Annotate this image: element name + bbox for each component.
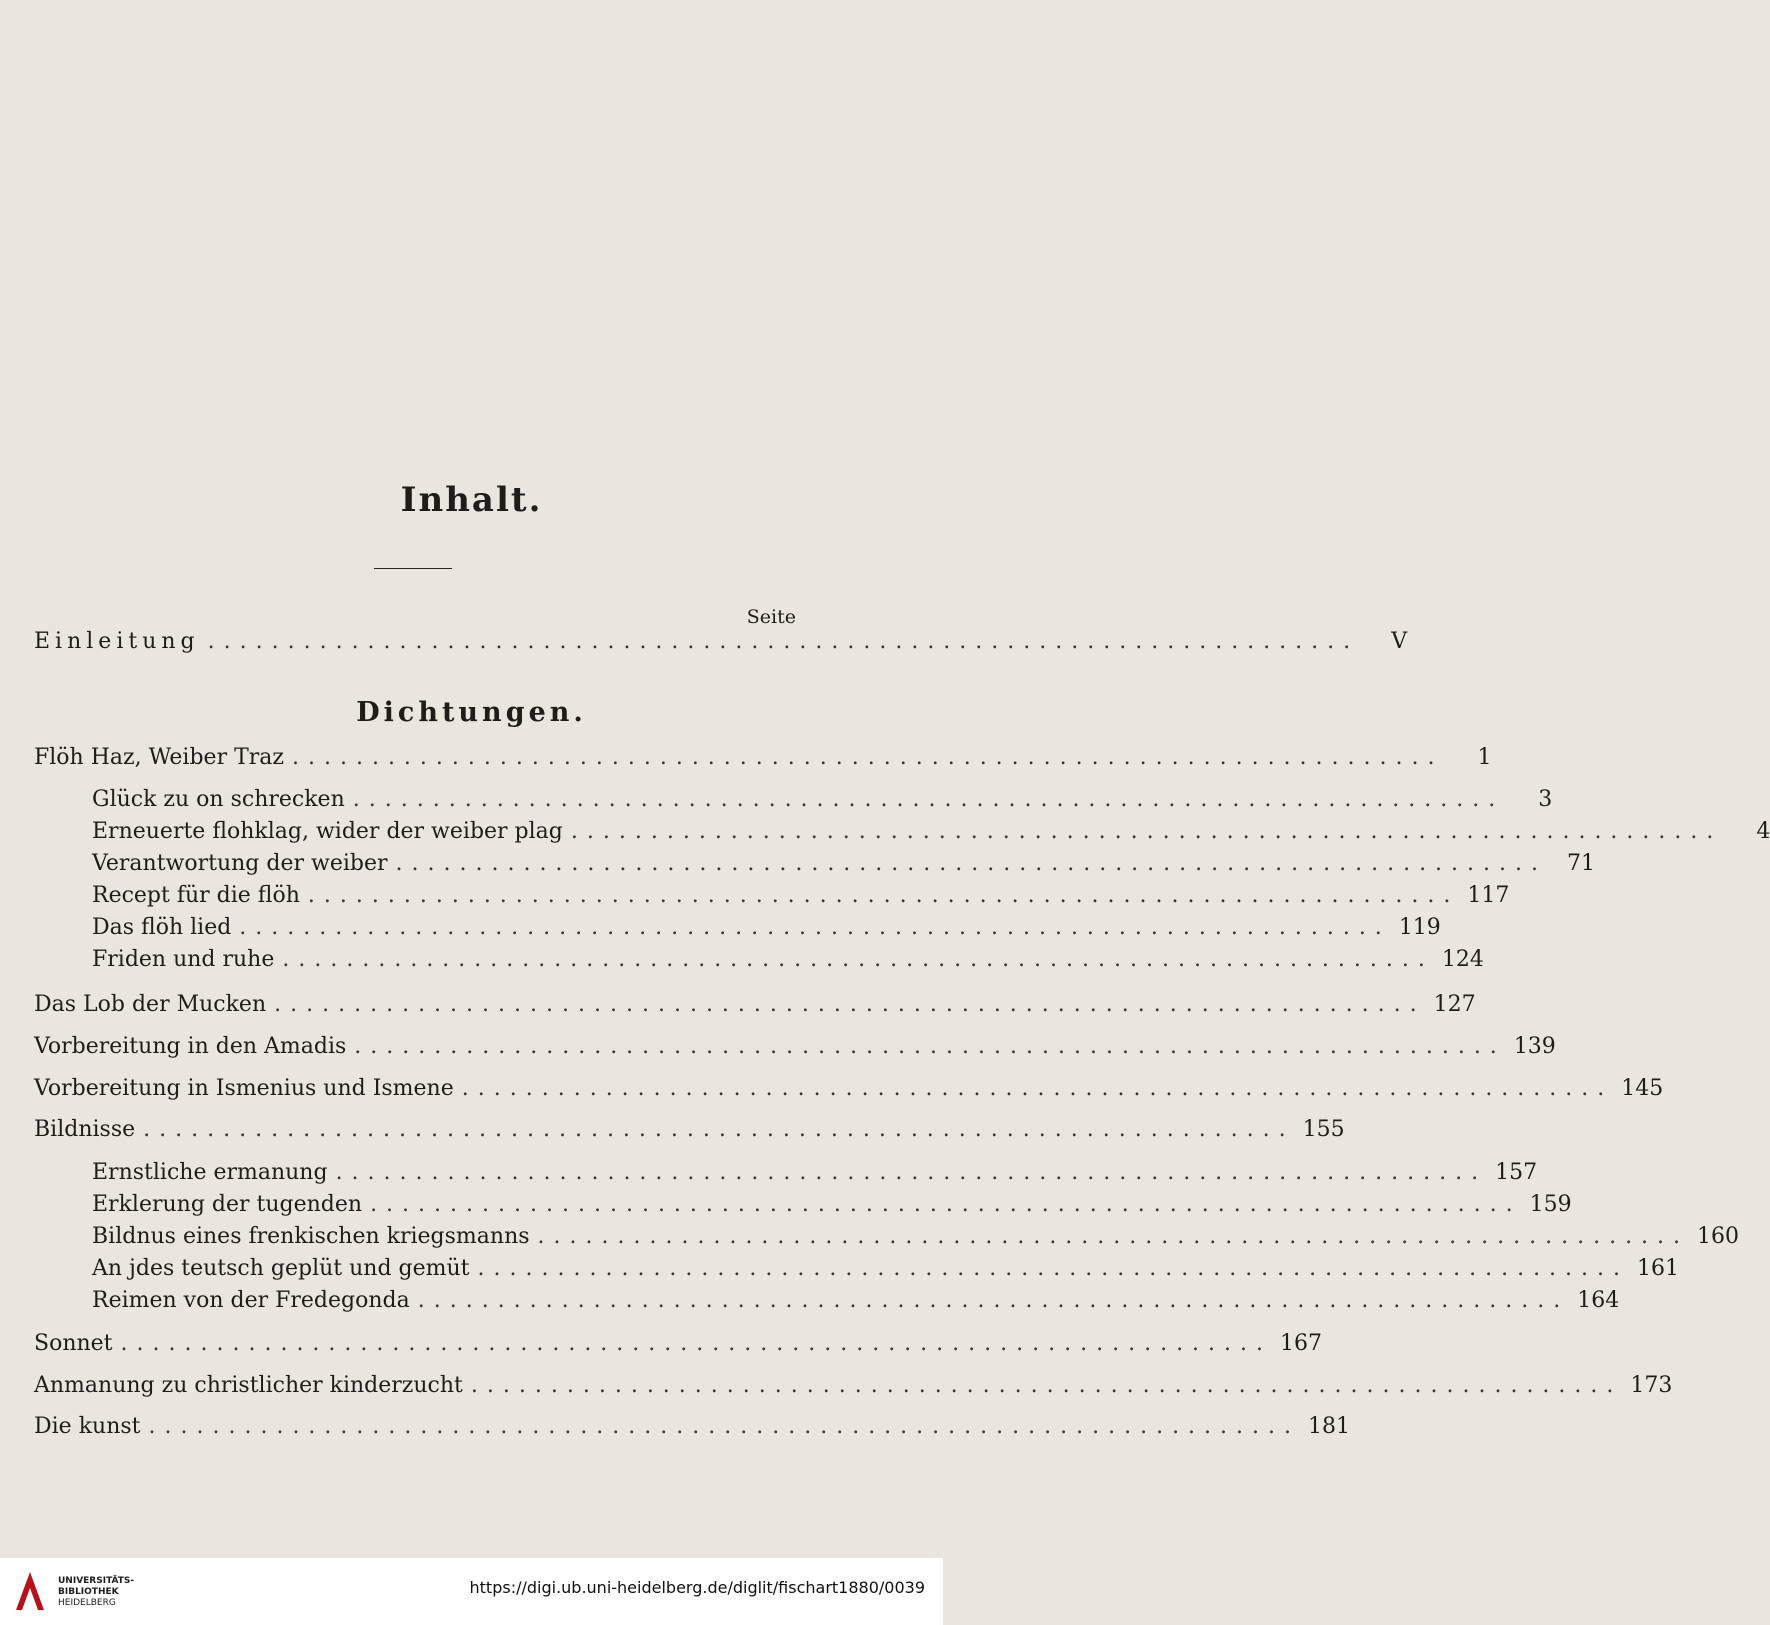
toc-entry bbox=[92, 880, 1510, 912]
toc-entry bbox=[34, 1031, 1556, 1063]
toc-entry bbox=[34, 1411, 1351, 1443]
toc-entry-title: Verantwortung der weiber bbox=[92, 851, 388, 876]
library-logo[interactable] bbox=[10, 1570, 134, 1614]
leader-dots: ........................................................................ bbox=[537, 1224, 1690, 1249]
toc-entry-page: 164 bbox=[1577, 1288, 1620, 1313]
toc-entry-title: Flöh Haz, Weiber Traz bbox=[34, 745, 284, 770]
toc-entry bbox=[92, 1285, 1620, 1317]
toc-entry-page: 139 bbox=[1513, 1034, 1556, 1059]
toc-entry-title: An jdes teutsch geplüt und gemüt bbox=[92, 1256, 470, 1281]
toc-entry-page: 119 bbox=[1398, 915, 1441, 940]
toc-entry bbox=[34, 626, 1408, 658]
toc-entry-page: 157 bbox=[1495, 1160, 1538, 1185]
toc-entry-page: 1 bbox=[1477, 745, 1492, 770]
toc-entry-title: Recept für die flöh bbox=[92, 883, 300, 908]
toc-entry-title: Ernstliche ermanung bbox=[92, 1160, 328, 1185]
toc-entry bbox=[92, 848, 1596, 880]
leader-dots: ........................................................................ bbox=[570, 819, 1723, 844]
toc-entry-page: 4 bbox=[1756, 819, 1770, 844]
page-column-label: Seite bbox=[746, 606, 796, 628]
leader-dots: ........................................................................ bbox=[120, 1331, 1273, 1356]
toc-entry-page: 155 bbox=[1302, 1117, 1345, 1142]
toc-entry-title: Bildnisse bbox=[34, 1117, 136, 1142]
leader-dots: ........................................................................ bbox=[470, 1373, 1623, 1398]
leader-dots: ........................................................................ bbox=[274, 992, 1426, 1017]
title-divider bbox=[374, 568, 452, 569]
toc-entry-page: 181 bbox=[1308, 1414, 1351, 1439]
toc-entry-title: Friden und ruhe bbox=[92, 947, 275, 972]
toc-entry-page: 159 bbox=[1529, 1192, 1572, 1217]
toc-entry-page: 161 bbox=[1637, 1256, 1680, 1281]
permalink-url[interactable]: https://digi.ub.uni-heidelberg.de/diglit/fischart1880/0039 bbox=[469, 1578, 925, 1597]
toc-entry bbox=[92, 1253, 1680, 1285]
toc-entry bbox=[34, 1114, 1345, 1146]
toc-entry-title: Das flöh lied bbox=[92, 915, 232, 940]
toc-entry-page: 127 bbox=[1433, 992, 1476, 1017]
toc-entry-title: Erklerung der tugenden bbox=[92, 1192, 363, 1217]
leader-dots: ........................................................................ bbox=[307, 883, 1460, 908]
library-logo-text: UNIVERSITÄTS- BIBLIOTHEK HEIDELBERG bbox=[58, 1575, 135, 1608]
leader-dots: ........................................................................ bbox=[477, 1256, 1630, 1281]
toc-entry-page: 145 bbox=[1621, 1076, 1664, 1101]
toc-entry bbox=[92, 1221, 1740, 1253]
toc-entry-title: Einleitung bbox=[34, 629, 200, 654]
university-seal-icon bbox=[10, 1570, 50, 1614]
toc-entry-title: Bildnus eines frenkischen kriegsmanns bbox=[92, 1224, 530, 1249]
section-heading: Dichtungen. bbox=[356, 697, 587, 728]
toc-entry-page: 160 bbox=[1697, 1224, 1740, 1249]
toc-entry bbox=[92, 784, 1553, 816]
leader-dots: ........................................................................ bbox=[291, 745, 1444, 770]
leader-dots: ........................................................................ bbox=[239, 915, 1391, 940]
leader-dots: ........................................................................ bbox=[352, 787, 1505, 812]
toc-entry bbox=[92, 816, 1770, 848]
toc-entry bbox=[92, 1189, 1572, 1221]
toc-entry-page: 71 bbox=[1567, 851, 1596, 876]
toc-entry-page: 167 bbox=[1280, 1331, 1323, 1356]
toc-entry bbox=[34, 989, 1476, 1021]
toc-entry bbox=[34, 1073, 1664, 1105]
toc-entry bbox=[92, 1157, 1538, 1189]
leader-dots: ........................................................................ bbox=[282, 947, 1434, 972]
toc-entry-title: Erneuerte flohklag, wider der weiber plag bbox=[92, 819, 563, 844]
leader-dots: ........................................................................ bbox=[417, 1288, 1570, 1313]
toc-entry bbox=[92, 912, 1441, 944]
toc-entry-page: 173 bbox=[1630, 1373, 1673, 1398]
toc-entry-page: 117 bbox=[1467, 883, 1510, 908]
toc-entry bbox=[34, 1370, 1673, 1402]
toc-entry bbox=[34, 1328, 1323, 1360]
toc-entry-title: Glück zu on schrecken bbox=[92, 787, 345, 812]
leader-dots: ........................................................................ bbox=[207, 629, 1360, 654]
leader-dots: ........................................................................ bbox=[370, 1192, 1522, 1217]
toc-entry-page: 124 bbox=[1441, 947, 1484, 972]
leader-dots: ........................................................................ bbox=[395, 851, 1548, 876]
toc-entry-title: Vorbereitung in Ismenius und Ismene bbox=[34, 1076, 454, 1101]
leader-dots: ........................................................................ bbox=[461, 1076, 1614, 1101]
viewer-footer bbox=[0, 1558, 943, 1625]
page-title: Inhalt. bbox=[400, 480, 543, 520]
toc-entry bbox=[92, 944, 1484, 976]
toc-entry-title: Anmanung zu christlicher kinderzucht bbox=[34, 1373, 463, 1398]
leader-dots: ........................................................................ bbox=[354, 1034, 1506, 1059]
toc-entry bbox=[34, 742, 1492, 774]
toc-entry-page: V bbox=[1391, 629, 1408, 654]
leader-dots: ........................................................................ bbox=[143, 1117, 1295, 1142]
toc-entry-title: Vorbereitung in den Amadis bbox=[34, 1034, 347, 1059]
toc-entry-title: Die kunst bbox=[34, 1414, 141, 1439]
leader-dots: ........................................................................ bbox=[148, 1414, 1301, 1439]
toc-entry-title: Das Lob der Mucken bbox=[34, 992, 267, 1017]
toc-entry-title: Sonnet bbox=[34, 1331, 113, 1356]
leader-dots: ........................................................................ bbox=[335, 1160, 1488, 1185]
toc-entry-page: 3 bbox=[1538, 787, 1553, 812]
toc-entry-title: Reimen von der Fredegonda bbox=[92, 1288, 410, 1313]
